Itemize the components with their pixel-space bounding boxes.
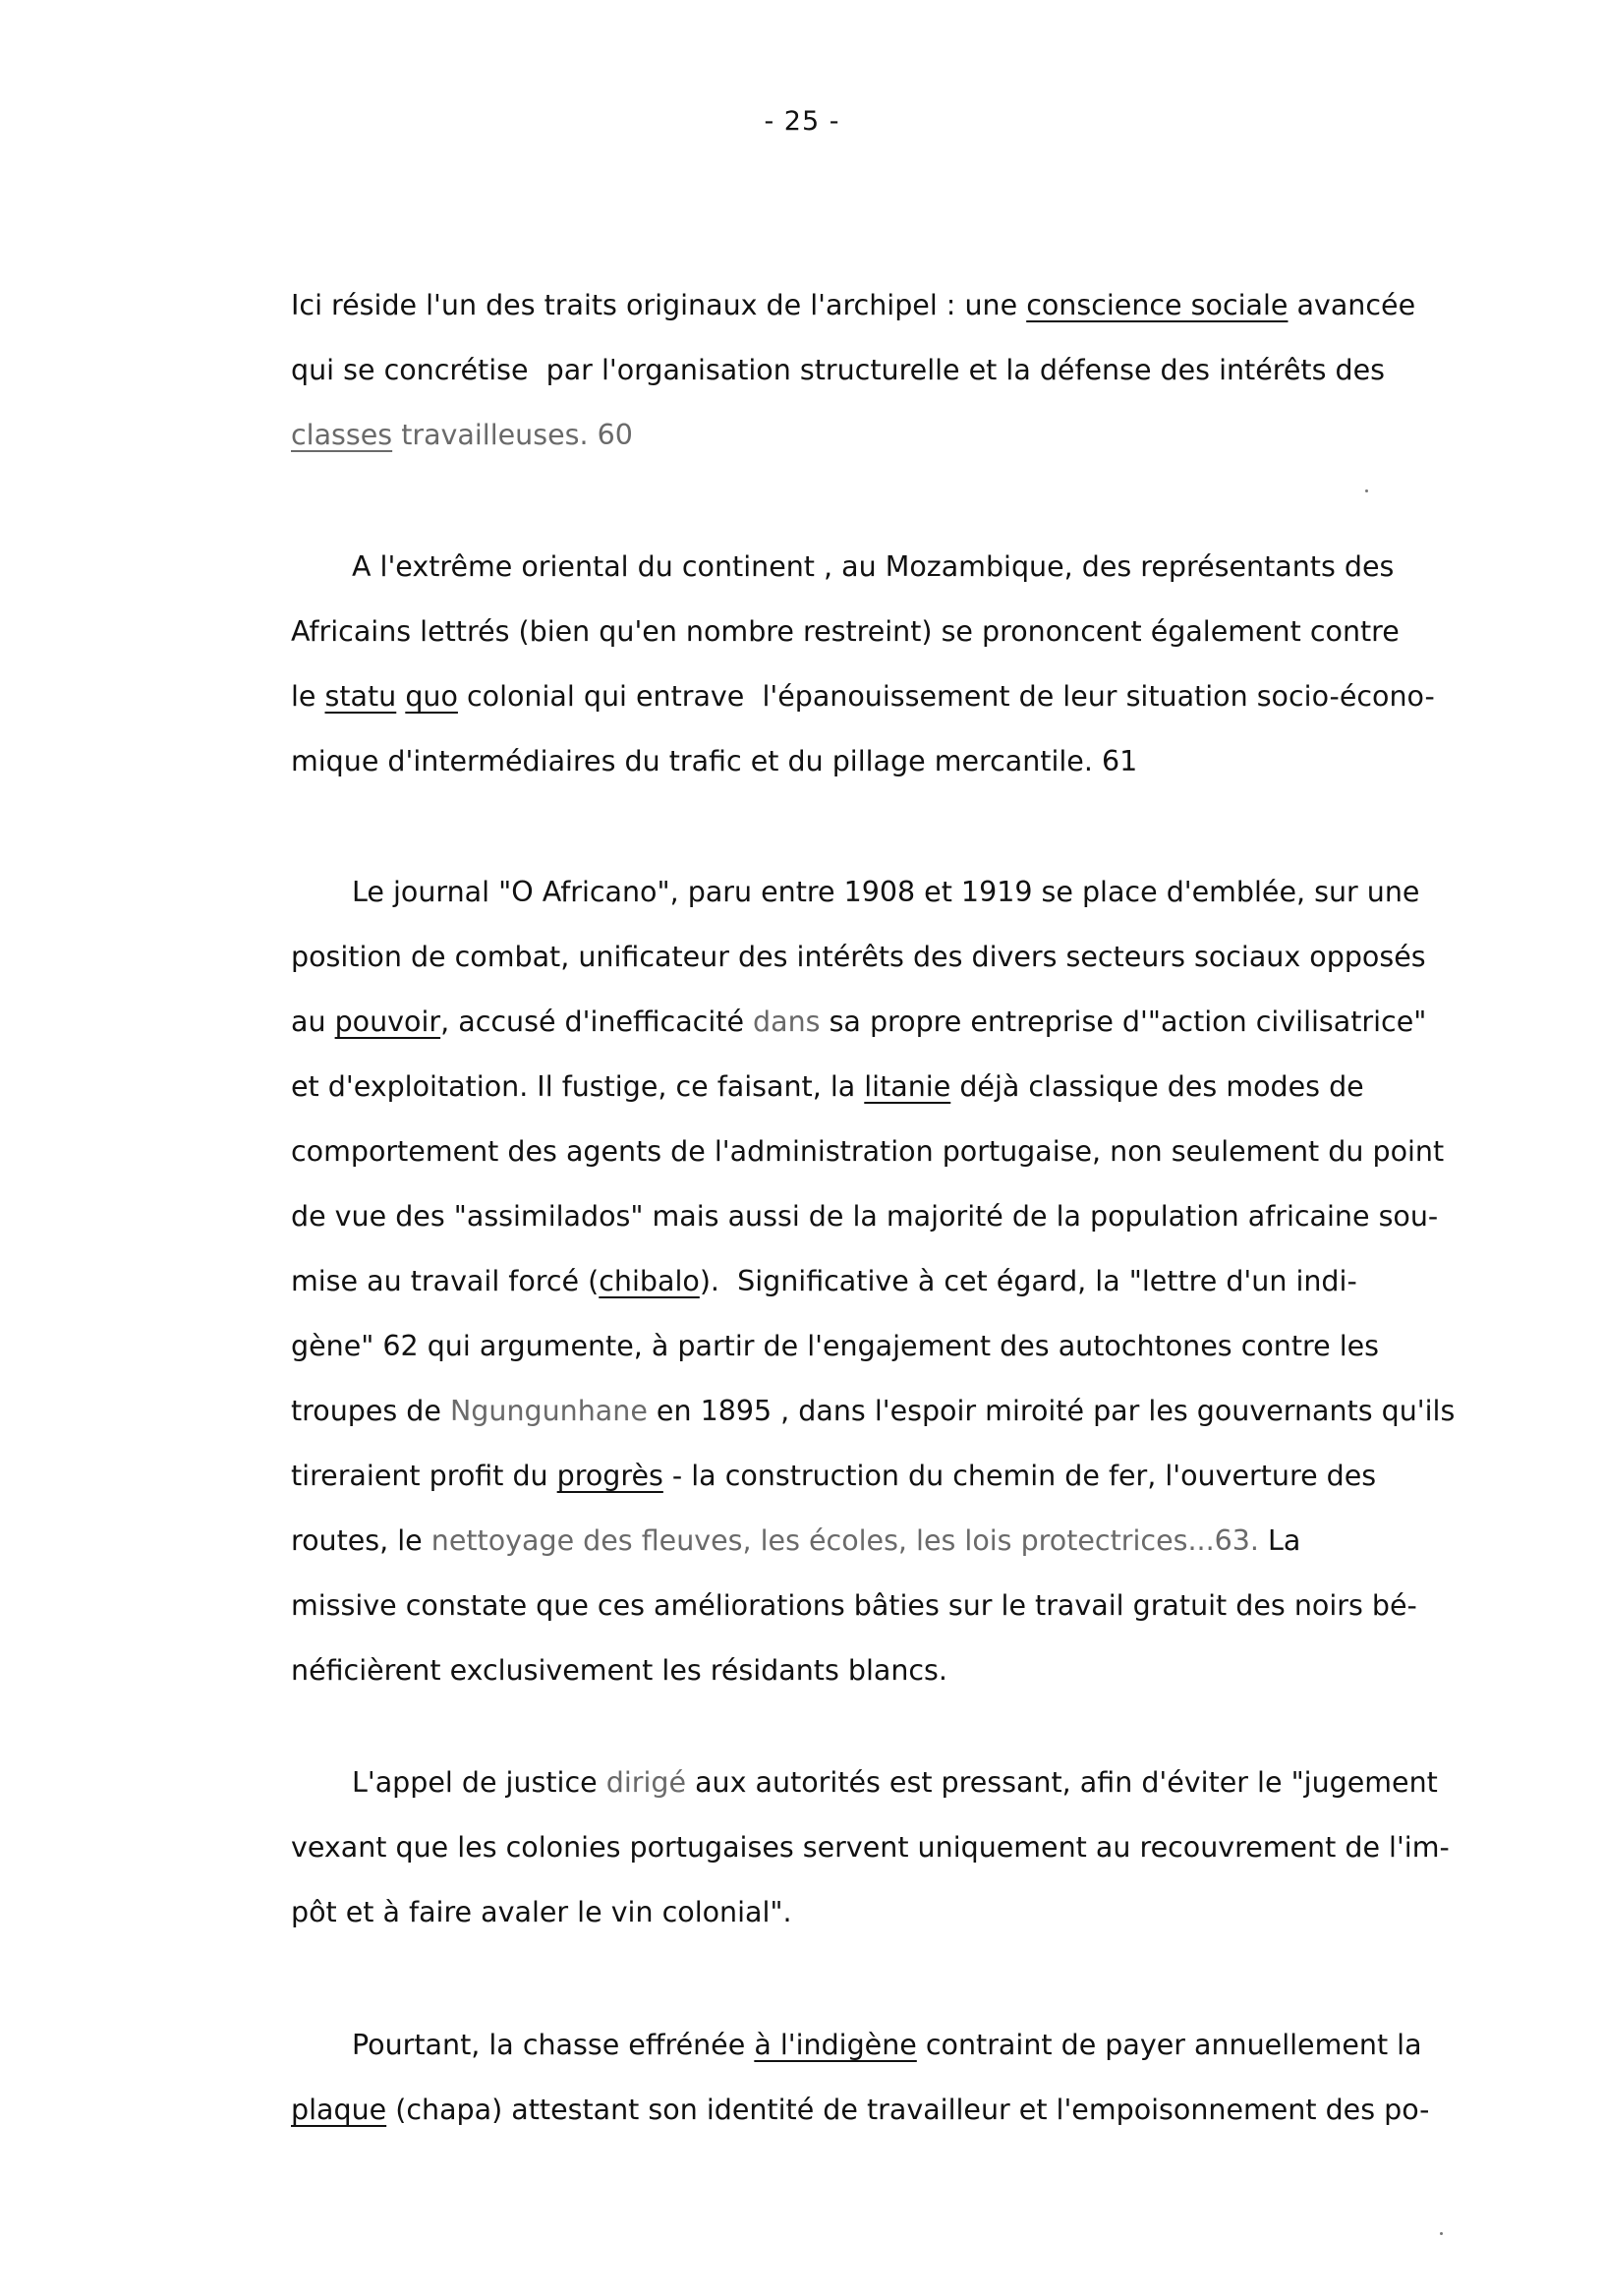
text-segment: (chapa) attestant son identité de travailleur et l'empoisonnement des po- (386, 2094, 1430, 2126)
text-segment: déjà classique des modes de (950, 1070, 1364, 1103)
underlined-text: conscience sociale (1026, 289, 1289, 321)
underlined-text: classes (291, 419, 393, 451)
text-line (291, 729, 1559, 794)
text-segment: , accusé d'inefficacité (440, 1005, 754, 1038)
scan-speck (1365, 489, 1368, 492)
text-line (291, 1574, 1559, 1638)
underlined-text: plaque (291, 2094, 387, 2126)
text-line (291, 273, 1559, 338)
paragraph-3 (291, 860, 1559, 1703)
text-line (291, 2013, 1559, 2078)
text-segment: ). Significative à cet égard, la "lettre d'un indi- (699, 1265, 1357, 1297)
text-line (291, 338, 1559, 403)
text-segment: routes, le (291, 1524, 431, 1557)
text-segment: pôt et à faire avaler le vin colonial". (291, 1896, 792, 1928)
text-segment: troupes de (291, 1395, 450, 1427)
text-segment: de vue des "assimilados" mais aussi de la majorité de la population africaine sou- (291, 1200, 1439, 1233)
page-number: - 25 - (764, 106, 840, 137)
text-segment: mise au travail forcé ( (291, 1265, 600, 1297)
text-line (291, 1751, 1559, 1815)
text-segment: dirigé (605, 1766, 687, 1799)
text-line (291, 860, 1559, 925)
text-segment: au (291, 1005, 335, 1038)
underlined-text: progrès (556, 1460, 663, 1492)
text-segment: contraint de payer annuellement la (916, 2029, 1422, 2061)
text-line (291, 1184, 1559, 1249)
text-segment: missive constate que ces améliorations bâties sur le travail gratuit des noirs bé- (291, 1589, 1417, 1622)
underlined-text: chibalo (599, 1265, 700, 1297)
text-line (291, 1444, 1559, 1509)
text-segment: vexant que les colonies portugaises servent uniquement au recouvrement de l'im- (291, 1831, 1450, 1864)
text-segment: avancée (1288, 289, 1416, 321)
text-segment: position de combat, unificateur des intérêts des divers secteurs sociaux opposés (291, 941, 1426, 973)
text-segment: sa propre entreprise d'"action civilisatrice" (820, 1005, 1427, 1038)
text-line (291, 1055, 1559, 1119)
text-segment: nettoyage des fleuves, les écoles, les lois protectrices...63. (430, 1524, 1259, 1557)
text-line (291, 990, 1559, 1055)
text-segment: Le journal "O Africano", paru entre 1908 et 1919 se place d'emblée, sur une (352, 876, 1420, 908)
text-segment: - la construction du chemin de fer, l'ouverture des (662, 1460, 1377, 1492)
text-segment: Pourtant, la chasse effrénée (352, 2029, 755, 2061)
text-segment: colonial qui entrave l'épanouissement de leur situation socio-écono- (457, 680, 1435, 713)
text-line (291, 535, 1559, 600)
text-segment: dans (753, 1005, 821, 1038)
text-line (291, 1815, 1559, 1880)
text-segment: tireraient profit du (291, 1460, 557, 1492)
underlined-text: à l'indigène (754, 2029, 917, 2061)
paragraph-2 (291, 535, 1559, 794)
text-line (291, 1509, 1559, 1574)
text-line (291, 1638, 1559, 1703)
underlined-text: statu (324, 680, 397, 713)
text-line (291, 1119, 1559, 1184)
text-line (291, 1314, 1559, 1379)
text-segment: mique d'intermédiaires du trafic et du pillage mercantile. 61 (291, 745, 1138, 777)
scan-speck (1440, 2232, 1443, 2235)
paragraph-5 (291, 2013, 1559, 2143)
text-segment: qui se concrétise par l'organisation structurelle et la défense des intérêts des (291, 354, 1385, 386)
text-line (291, 2078, 1559, 2143)
text-line (291, 403, 1559, 468)
text-line (291, 925, 1559, 990)
text-line (291, 600, 1559, 664)
text-segment: L'appel de justice (352, 1766, 606, 1799)
text-segment: gène" 62 qui argumente, à partir de l'engajement des autochtones contre les (291, 1330, 1380, 1362)
text-segment: Ici réside l'un des traits originaux de l'archipel : une (291, 289, 1027, 321)
text-line (291, 1880, 1559, 1945)
text-line (291, 1379, 1559, 1444)
text-segment (396, 680, 405, 713)
text-segment: le (291, 680, 325, 713)
paragraph-1 (291, 273, 1559, 468)
text-segment: néficièrent exclusivement les résidants blancs. (291, 1654, 947, 1687)
text-segment: travailleuses. 60 (392, 419, 633, 451)
text-segment: Ngungunhane (449, 1395, 648, 1427)
paragraph-4 (291, 1751, 1559, 1945)
text-segment: et d'exploitation. Il fustige, ce faisant, la (291, 1070, 865, 1103)
underlined-text: quo (405, 680, 458, 713)
text-line (291, 664, 1559, 729)
text-segment: aux autorités est pressant, afin d'éviter le "jugement (686, 1766, 1438, 1799)
text-segment: en 1895 , dans l'espoir miroité par les gouvernants qu'ils (647, 1395, 1456, 1427)
text-segment: La (1258, 1524, 1301, 1557)
text-segment: A l'extrême oriental du continent , au Mozambique, des représentants des (352, 550, 1395, 583)
underlined-text: pouvoir (334, 1005, 441, 1038)
text-line (291, 1249, 1559, 1314)
underlined-text: litanie (864, 1070, 951, 1103)
text-segment: comportement des agents de l'administration portugaise, non seulement du point (291, 1135, 1445, 1168)
text-segment: Africains lettrés (bien qu'en nombre restreint) se prononcent également contre (291, 615, 1400, 648)
